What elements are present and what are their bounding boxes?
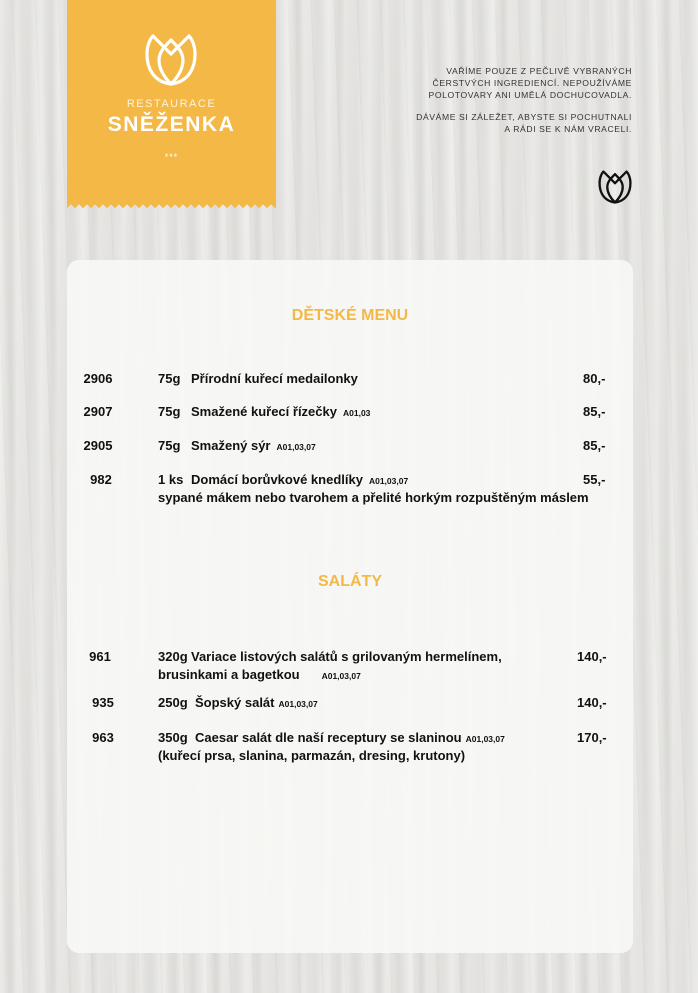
item-allergens: A01,03,07 (276, 442, 316, 452)
item-price: 80,- (583, 371, 606, 386)
item-quantity: 350g (158, 730, 188, 745)
item-name: Smažené kuřecí řízečky (191, 404, 337, 419)
item-quantity: 250g (158, 695, 188, 710)
tagline-line: VAŘÍME POUZE Z PEČLIVĚ VYBRANÝCH (446, 66, 632, 76)
item-allergens: A01,03,07 (321, 671, 361, 681)
item-price: 85,- (583, 438, 606, 453)
section-title-kids-menu: DĚTSKÉ MENU (291, 307, 409, 324)
item-allergens: A01,03,07 (465, 734, 505, 744)
rating-stars: *** (164, 152, 179, 162)
item-price: 140,- (577, 695, 607, 710)
restaurant-banner (67, 0, 276, 204)
item-quantity: 75g (158, 404, 181, 419)
item-price: 85,- (583, 404, 606, 419)
item-quantity: 75g (158, 438, 181, 453)
section-title-salads: SALÁTY (318, 573, 382, 590)
item-name: Šopský salát (195, 695, 275, 710)
item-quantity: 1 ks (158, 472, 184, 487)
item-code: 961 (89, 649, 111, 664)
item-code: 2907 (83, 404, 113, 419)
item-description: sypané mákem nebo tvarohem a přelité horkým rozpuštěným máslem (158, 490, 589, 505)
item-code: 2905 (83, 438, 113, 453)
menu-item (67, 648, 633, 688)
item-allergens: A01,03,07 (368, 476, 409, 486)
item-name: Smažený sýr (191, 438, 271, 453)
restaurant-subtitle: RESTAURACE (126, 98, 217, 110)
menu-item (67, 471, 633, 511)
item-quantity: 320g (158, 649, 188, 664)
item-allergens: A01,03 (342, 408, 371, 418)
snowdrop-logo-icon (143, 32, 199, 88)
banner-zigzag-edge (67, 203, 276, 210)
item-code: 2906 (83, 371, 113, 386)
item-price: 170,- (577, 730, 607, 745)
tagline-line: ČERSTVÝCH INGREDIENCÍ. NEPOUŽÍVÁME (432, 78, 632, 88)
item-name: Domácí borůvkové knedlíky (191, 472, 363, 487)
tagline-line: DÁVÁME SI ZÁLEŽET, ABYSTE SI POCHUTNALI (416, 112, 632, 122)
item-name: Caesar salát dle naší receptury se slaninou (195, 730, 462, 745)
restaurant-tagline (392, 65, 632, 135)
tagline-line: POLOTOVARY ANI UMĚLÁ DOCHUCOVADLA. (428, 90, 632, 100)
item-code: 963 (92, 730, 114, 745)
item-description: brusinkami a bagetkou (158, 667, 300, 682)
item-price: 140,- (577, 649, 607, 664)
item-name: Přírodní kuřecí medailonky (191, 371, 358, 386)
menu-card (67, 260, 633, 953)
tagline-line: A RÁDI SE K NÁM VRACELI. (504, 124, 632, 134)
menu-item (67, 729, 633, 769)
item-allergens: A01,03,07 (278, 699, 318, 709)
item-name: Variace listových salátů s grilovaným hermelínem, (191, 649, 502, 664)
item-code: 982 (90, 472, 112, 487)
restaurant-name: SNĚŽENKA (107, 113, 236, 136)
item-description: (kuřecí prsa, slanina, parmazán, dresing, krutony) (158, 748, 466, 763)
snowdrop-small-icon (597, 169, 633, 205)
item-code: 935 (92, 695, 114, 710)
item-quantity: 75g (158, 371, 181, 386)
item-price: 55,- (583, 472, 606, 487)
